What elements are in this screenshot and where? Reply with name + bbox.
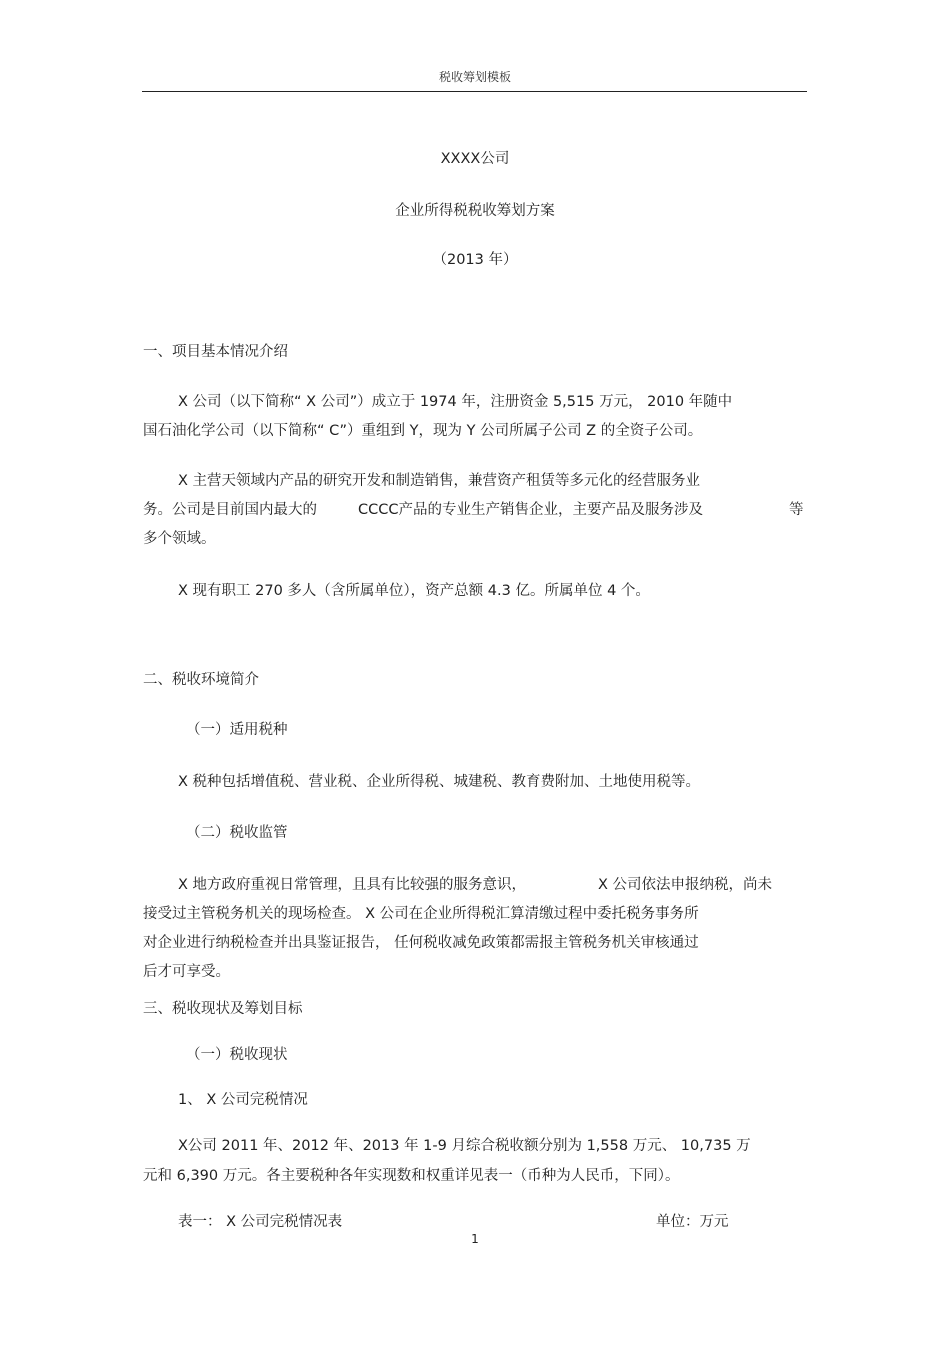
s3-subheading-1: （一）税收现状 [186,1047,288,1063]
s1-para2-line1: X 主营天领域内产品的研究开发和制造销售，兼营资产租赁等多元化的经营服务业 [178,473,701,489]
company-title: XXXX公司 [440,151,510,167]
s1-para2-line2b: CCCC产品的专业生产销售企业，主要产品及服务涉及 [358,502,703,518]
s2-sub2-line2: 接受过主管税务机关的现场检查。 X 公司在企业所得税汇算清缴过程中委托税务事务所 [143,906,699,922]
s1-para2-line3: 多个领域。 [143,531,216,547]
s1-para3: X 现有职工 270 多人（含所属单位），资产总额 4.3 亿。所属单位 4 个。 [178,583,650,599]
running-header: 税收筹划模板 [438,70,511,84]
s2-sub2-line3: 对企业进行纳税检查并出具鉴证报告， 任何税收减免政策都需报主管税务机关审核通过 [143,935,699,951]
section-3-heading: 三、税收现状及筹划目标 [143,1001,303,1017]
s1-para1-line2: 国石油化学公司（以下简称“ C”）重组到 Y，现为 Y 公司所属子公司 Z 的全资子公司。 [143,423,703,439]
s3-item-1: 1、 X 公司完税情况 [178,1092,308,1108]
s3-para-line1: X公司 2011 年、2012 年、2013 年 1-9 月综合税收额分别为 1,558 万元、 10,735 万 [178,1138,751,1154]
s2-subheading-1: （一）适用税种 [186,722,288,738]
table-caption: 表一： X 公司完税情况表 [178,1214,343,1230]
s1-para1-line1: X 公司（以下简称“ X 公司”）成立于 1974 年，注册资金 5,515 万元， 2010 年随中 [178,394,733,410]
document-title: 企业所得税税收筹划方案 [395,203,555,219]
s2-sub2-line1b: X 公司依法申报纳税，尚未 [598,877,773,893]
table-unit: 单位：万元 [656,1214,729,1230]
section-2-heading: 二、税收环境简介 [143,672,259,688]
s2-sub1-text: X 税种包括增值税、营业税、企业所得税、城建税、教育费附加、土地使用税等。 [178,774,701,790]
section-1-heading: 一、项目基本情况介绍 [143,344,288,360]
document-year: （2013 年） [432,252,518,268]
page-number: 1 [471,1232,479,1246]
s3-para-line2: 元和 6,390 万元。各主要税种各年实现数和权重详见表一（币种为人民币，下同）。 [143,1168,680,1184]
header-rule [142,91,807,92]
s2-sub2-line4: 后才可享受。 [143,964,230,980]
s1-para2-line2a: 务。公司是目前国内最大的 [143,502,317,518]
s2-subheading-2: （二）税收监管 [186,825,288,841]
s1-para2-line2c: 等 [789,502,804,518]
s2-sub2-line1a: X 地方政府重视日常管理，且具有比较强的服务意识， [178,877,527,893]
